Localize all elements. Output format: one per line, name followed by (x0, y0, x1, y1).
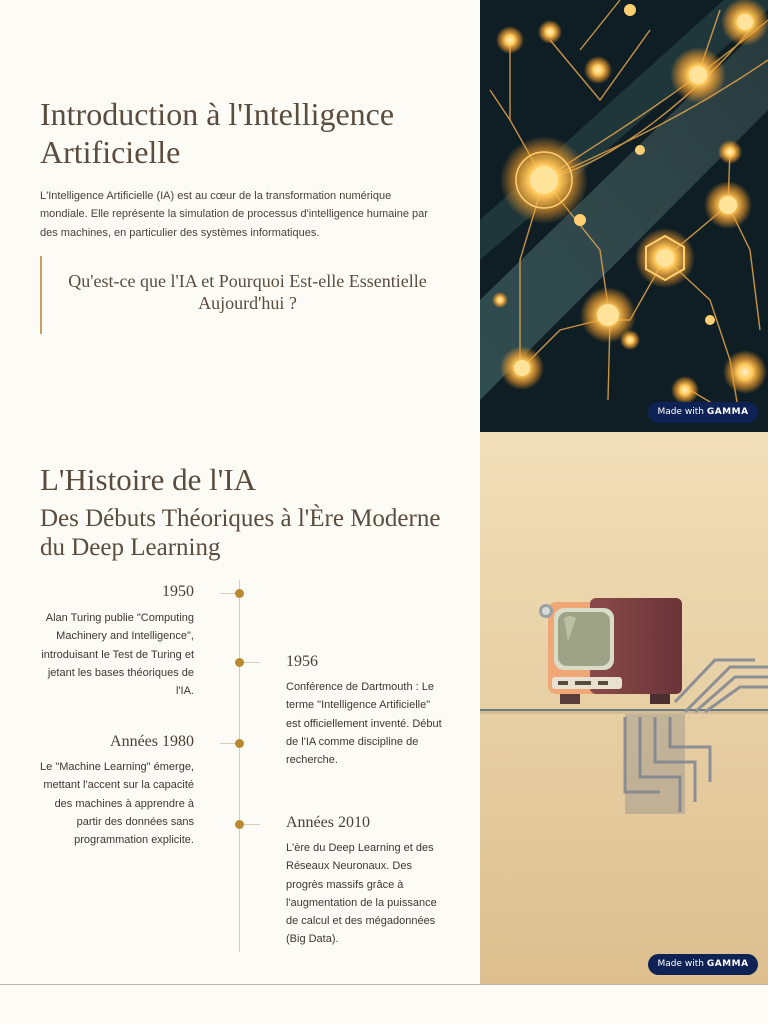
timeline-dot (235, 820, 244, 829)
timeline-date-1956: 1956 (286, 653, 318, 670)
timeline-text-2010: L'ère du Deep Learning et des Réseaux Neuronaux. Des progrès massifs grâce à l'augmentation de la puissance de calcul et des mégadonnées (Big Data). (286, 842, 437, 946)
timeline-text-1950: Alan Turing publie "Computing Machinery and Intelligence", introduisant le Test de Turing et jetant les bases théoriques de l'IA. (41, 612, 194, 698)
timeline-text-1956: Conférence de Dartmouth : Le terme "Intelligence Artificielle" est officiellement inventé. Début de l'IA comme discipline de recherche. (286, 681, 442, 767)
intro-paragraph: L'Intelligence Artificielle (IA) est au cœur de la transformation numérique mondiale. Elle représente la simulation de processus d'intelligence humaine par des machines, en particulier des systèmes informatiques. (40, 190, 428, 239)
badge-prefix: Made with (657, 407, 704, 417)
retro-tv-circuit-illustration (480, 432, 768, 984)
history-title: L'Histoire de l'IA (40, 462, 257, 497)
badge-brand: GAMMA (706, 407, 749, 417)
badge-brand: GAMMA (706, 959, 749, 969)
retro-tv-icon (480, 432, 768, 984)
timeline-date-1950: 1950 (162, 583, 194, 600)
timeline-dot (235, 658, 244, 667)
pull-quote: Qu'est-ce que l'IA et Pourquoi Est-elle Essentielle Aujourd'hui ? (68, 271, 427, 313)
timeline-text-1980: Le "Machine Learning" émerge, mettant l'accent sur la capacité des machines à apprendre à partir des données sans programmation explicite. (40, 761, 194, 847)
history-subtitle: Des Débuts Théoriques à l'Ère Moderne du Deep Learning (40, 505, 441, 561)
quote-accent-bar (40, 256, 42, 334)
neural-network-icon (480, 0, 768, 432)
badge-prefix: Made with (657, 959, 704, 969)
slide-introduction (0, 0, 768, 432)
timeline-date-2010: Années 2010 (286, 814, 370, 831)
made-with-gamma-badge[interactable] (648, 402, 758, 423)
timeline-date-1980: Années 1980 (110, 733, 194, 750)
neural-network-illustration (480, 0, 768, 432)
made-with-gamma-badge[interactable] (648, 954, 758, 975)
timeline-dot (235, 589, 244, 598)
timeline-dot (235, 739, 244, 748)
slide-history (0, 432, 768, 985)
timeline-axis (239, 580, 240, 952)
page-title: Introduction à l'Intelligence Artificielle (40, 96, 395, 170)
